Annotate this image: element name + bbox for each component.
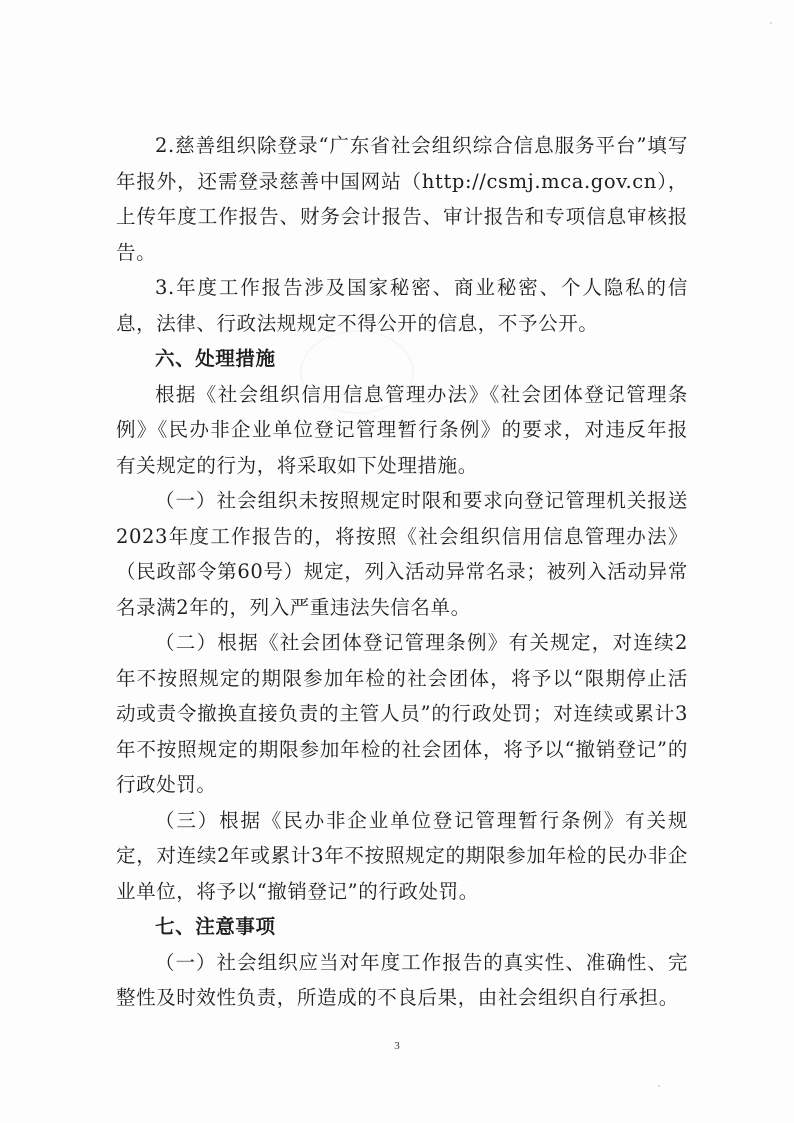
para-basis: 根据《社会组织信用信息管理办法》《社会团体登记管理条例》《民办非企业单位登记管理暂行条例》的要求，对违反年报有关规定的行为，将采取如下处理措施。 (116, 382, 688, 477)
para-measure-3: （三）根据《民办非企业单位登记管理暂行条例》有关规定，对连续2年或累计3年不按照规定的期限参加年检的民办非企业单位，将予以“撤销登记”的行政处罚。 (116, 808, 688, 903)
para-note-1: （一）社会组织应当对年度工作报告的真实性、准确性、完整性及时效性负责，所造成的不良后果，由社会组织自行承担。 (116, 950, 688, 1009)
scan-speck (770, 22, 772, 24)
para-secrets-3: 3.年度工作报告涉及国家秘密、商业秘密、个人隐私的信息，法律、行政法规规定不得公开的信息，不予公开。 (116, 276, 688, 335)
scan-speck (658, 1085, 660, 1087)
para-measure-1: （一）社会组织未按照规定时限和要求向登记管理机关报送2023年度工作报告的，将按照《社会组织信用信息管理办法》（民政部令第60号）规定，列入活动异常名录；被列入活动异常名录满2年的，列入严重违法失信名单。 (116, 489, 688, 619)
page-number: 3 (394, 1040, 400, 1052)
document-body (116, 128, 688, 1016)
heading-seven: 七、注意事项 (155, 915, 276, 938)
para-charity-platform-1: 2.慈善组织除登录“广东省社会组织综合信息服务平台”填写年报外，还需登录慈善中国网站（http://csmj.mca.gov.cn），上传年度工作报告、财务会计报告、审计报告和专项信息审核报告。 (116, 134, 688, 264)
heading-six: 六、处理措施 (155, 347, 276, 370)
para-measure-2: （二）根据《社会团体登记管理条例》有关规定，对连续2年不按照规定的期限参加年检的社会团体，将予以“限期停止活动或责令撤换直接负责的主管人员”的行政处罚；对连续或累计3年不按照规定的期限参加年检的社会团体，将予以“撤销登记”的行政处罚。 (116, 631, 688, 796)
